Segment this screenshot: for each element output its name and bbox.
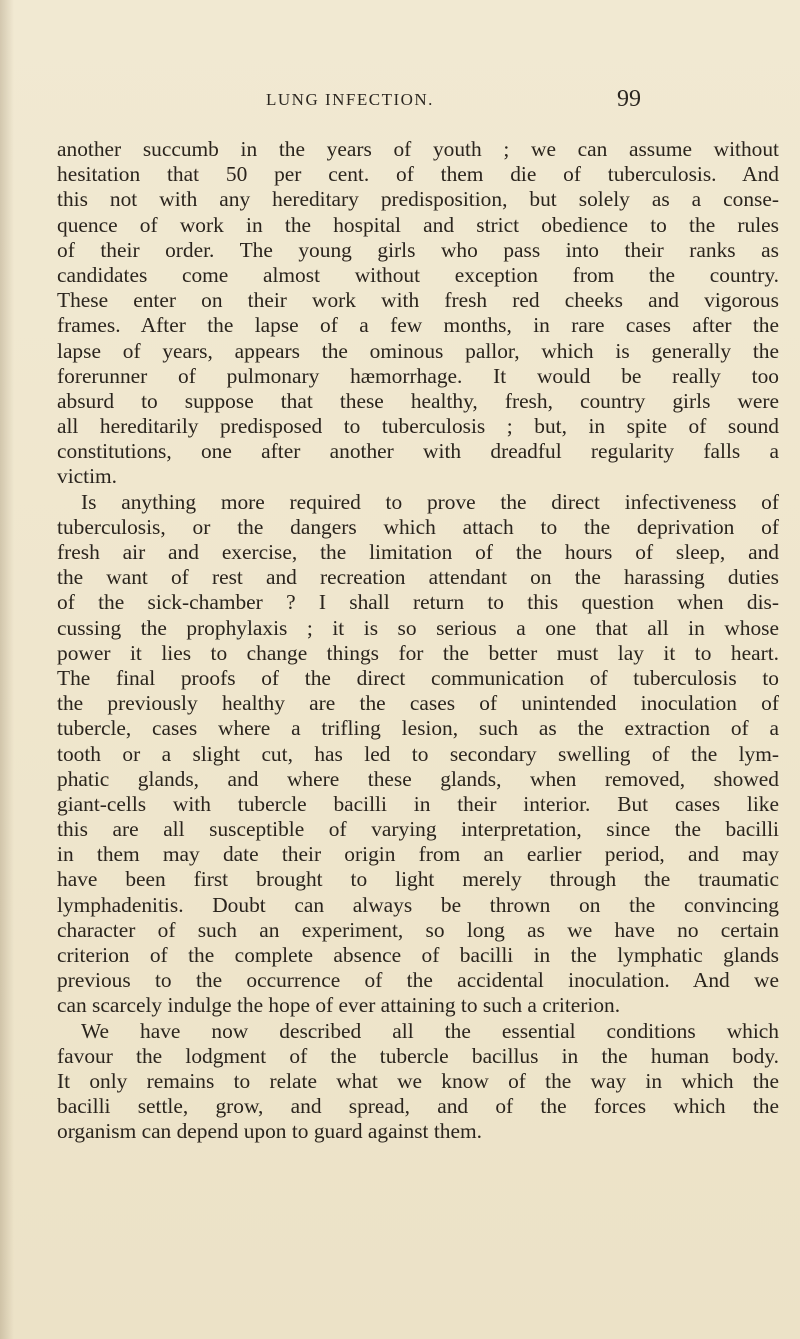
text-line: all hereditarily predisposed to tuberculosis ; but, in spite of sound (57, 414, 779, 439)
body-text (57, 137, 779, 1145)
text-line: this are all susceptible of varying interpretation, since the bacilli (57, 817, 779, 842)
text-line: forerunner of pulmonary hæmorrhage. It would be really too (57, 363, 779, 388)
text-line: previous to the occurrence of the accidental inoculation. And we (57, 968, 779, 993)
text-line: criterion of the complete absence of bacilli in the lymphatic glands (57, 943, 779, 967)
text-line: It only remains to relate what we know of the way in which the (57, 1068, 779, 1093)
text-line: The final proofs of the direct communication of tuberculosis to (57, 665, 779, 690)
text-line: lapse of years, appears the ominous pallor, which is generally the (57, 338, 779, 363)
text-line: constitutions, one after another with dreadful regularity falls a (57, 439, 779, 464)
text-line: Is anything more required to prove the direct infectiveness of (81, 489, 779, 514)
text-line: victim. (57, 464, 118, 489)
text-line: giant-cells with tubercle bacilli in their interior. But cases like (57, 791, 779, 816)
text-line: of their order. The young girls who pass into their ranks as (57, 237, 779, 262)
text-line: in them may date their origin from an earlier period, and may (57, 842, 779, 867)
text-line: this not with any hereditary predisposition, but solely as a conse- (57, 187, 779, 212)
page-edge-shadow (0, 0, 14, 1339)
text-line: tooth or a slight cut, has led to secondary swelling of the lym- (57, 741, 779, 766)
page-number: 99 (617, 86, 641, 112)
text-line: These enter on their work with fresh red cheeks and vigorous (57, 288, 779, 313)
text-line: frames. After the lapse of a few months, in rare cases after the (57, 313, 779, 338)
text-line: power it lies to change things for the better must lay it to heart. (57, 640, 779, 665)
text-line: of the sick-chamber ? I shall return to this question when dis- (57, 590, 779, 615)
text-line: organism can depend upon to guard against them. (57, 1119, 482, 1144)
text-line: hesitation that 50 per cent. of them die of tuberculosis. And (57, 162, 779, 187)
text-line: cussing the prophylaxis ; it is so serious a one that all in whose (57, 615, 779, 640)
running-head: LUNG INFECTION. (266, 90, 434, 109)
text-line: We have now described all the essential conditions which (81, 1018, 779, 1043)
text-line: tubercle, cases where a trifling lesion, such as the extraction of a (57, 716, 779, 741)
text-line: fresh air and exercise, the limitation of the hours of sleep, and (57, 540, 779, 564)
page-header (0, 86, 800, 120)
text-line: tuberculosis, or the dangers which attach to the deprivation of (57, 514, 779, 539)
text-line: candidates come almost without exception from the country. (57, 262, 779, 287)
text-line: absurd to suppose that these healthy, fresh, country girls were (57, 388, 779, 413)
text-line: the want of rest and recreation attendant on the harassing duties (57, 565, 779, 590)
text-line: phatic glands, and where these glands, when removed, showed (57, 766, 779, 791)
text-line: character of such an experiment, so long as we have no certain (57, 917, 779, 942)
text-line: quence of work in the hospital and strict obedience to the rules (57, 212, 779, 237)
text-line: have been first brought to light merely through the traumatic (57, 867, 779, 892)
text-line: bacilli settle, grow, and spread, and of the forces which the (57, 1094, 779, 1119)
text-line: the previously healthy are the cases of unintended inoculation of (57, 691, 779, 716)
text-line: another succumb in the years of youth ; we can assume without (57, 137, 779, 161)
text-line: lymphadenitis. Doubt can always be thrown on the convincing (57, 892, 779, 917)
text-line: can scarcely indulge the hope of ever attaining to such a criterion. (57, 993, 621, 1018)
text-line: favour the lodgment of the tubercle bacillus in the human body. (57, 1043, 779, 1068)
